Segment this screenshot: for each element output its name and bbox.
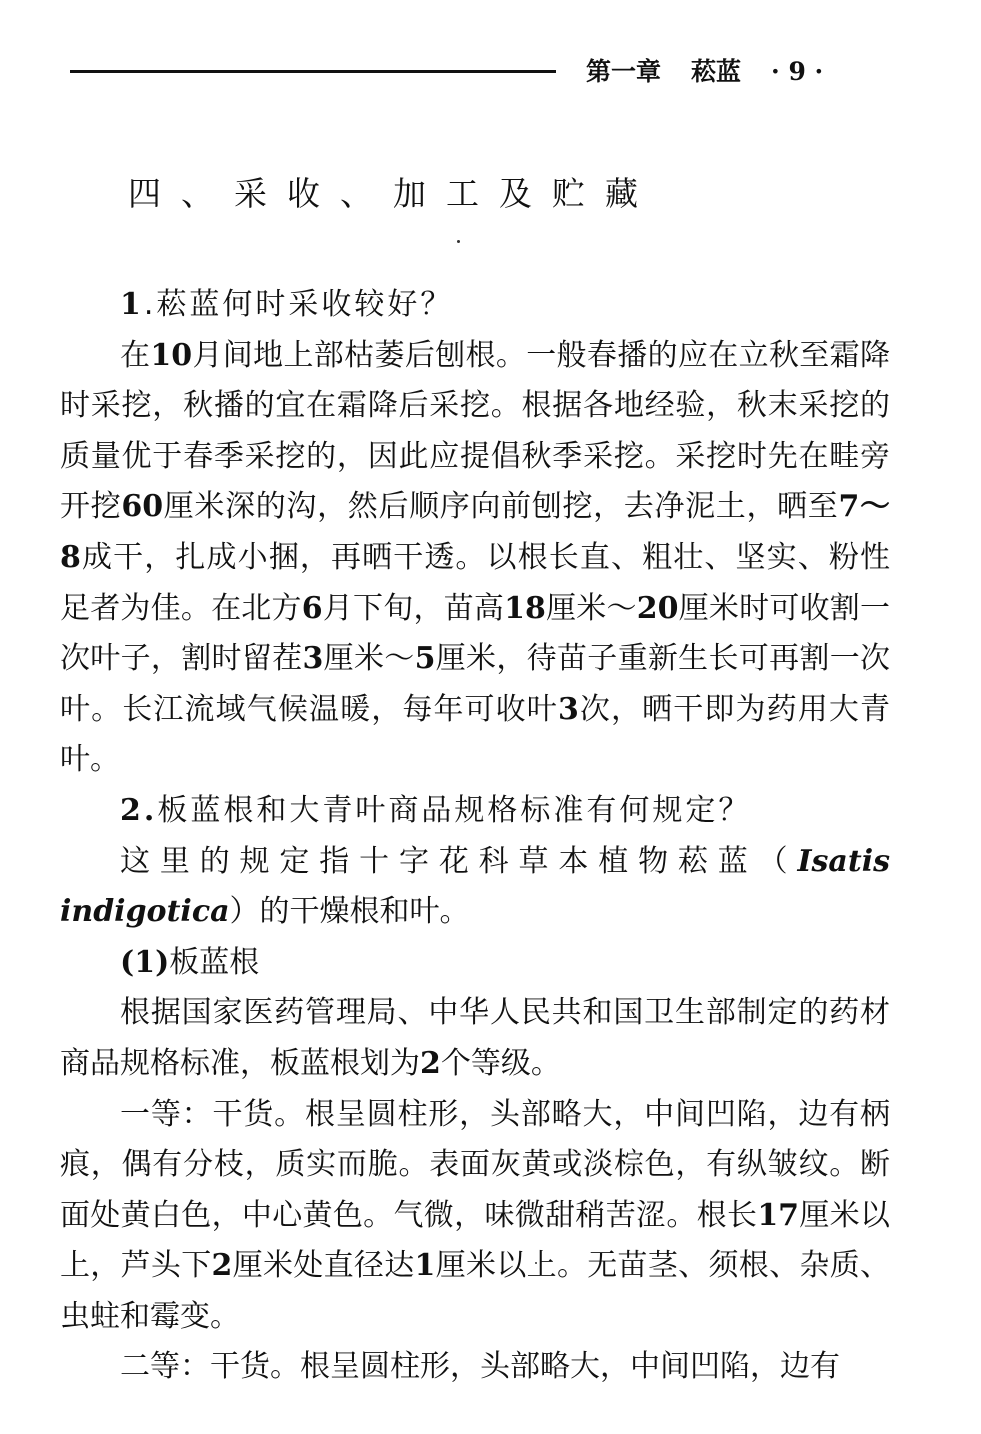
- question-text: 板蓝根和大青叶商品规格标准有何规定？: [157, 792, 752, 828]
- question-number: 2.: [120, 792, 158, 828]
- running-header: [586, 52, 823, 88]
- question-number: 1: [120, 287, 144, 322]
- subheading-banlangen: (1)板蓝根: [120, 944, 260, 980]
- section-title: 四、采收、加工及贮藏: [128, 174, 658, 213]
- header-chapter: 第一章: [586, 57, 662, 86]
- latin-name: Isatis indigotica: [60, 843, 890, 930]
- header-rule: [70, 70, 556, 73]
- grade-2-paragraph: 二等：干货。根呈圆柱形，头部略大，中间凹陷，边有: [120, 1349, 840, 1385]
- answer-1-paragraph: 在10月间地上部枯萎后刨根。一般春播的应在立秋至霜降时采挖，秋播的宜在霜降后采挖。根据各地经验，秋末采挖的质量优于春季采挖的，因此应提倡秋季采挖。采挖时先在畦旁开挖60厘米深的沟，然后顺序向前刨挖，去净泥土，晒至7～8成干，扎成小捆，再晒干透。以根长直、粗壮、坚实、粉性足者为佳。在北方6月下旬，苗高18厘米～20厘米时可收割一次叶子，割时留茬3厘米～5厘米，待苗子重新生长可再割一次叶。长江流域气候温暖，每年可收叶3次，晒干即为药用大青叶。: [60, 337, 891, 778]
- header-subject: 菘蓝: [691, 57, 742, 86]
- grade-1-paragraph: 一等：干货。根呈圆柱形，头部略大，中间凹陷，边有柄痕，偶有分枝，质实而脆。表面灰黄或淡棕色，有纵皱纹。断面处黄白色，中心黄色。气微，味微甜稍苦涩。根长17厘米以上，芦头下2厘米处直径达1厘米以上。无苗茎、须根、杂质、虫蛀和霉变。: [60, 1096, 891, 1334]
- question-1: [60, 280, 890, 331]
- scan-speck: [457, 240, 460, 243]
- answer-2-paragraph: 这里的规定指十字花科草本植物菘蓝（Isatis indigotica）的干燥根和叶。: [60, 843, 890, 930]
- body-text: [60, 280, 890, 1393]
- standard-paragraph: 根据国家医药管理局、中华人民共和国卫生部制定的药材商品规格标准，板蓝根划为2个等级。: [60, 995, 890, 1081]
- question-2: [60, 786, 890, 837]
- page-number: · 9 ·: [771, 57, 824, 86]
- question-text: .菘蓝何时采收较好？: [143, 287, 454, 322]
